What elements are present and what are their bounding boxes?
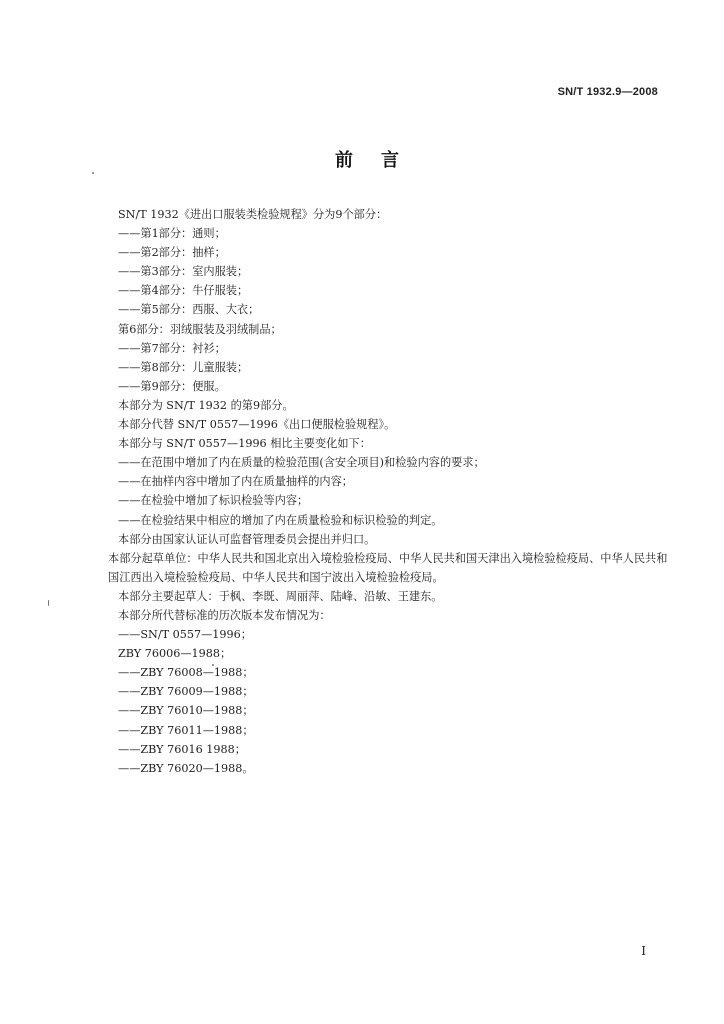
part-list-item: ——第5部分：西服、大衣；: [118, 303, 260, 317]
change-item: ——在检验结果中相应的增加了内在质量检验和标识检验的判定。: [118, 513, 443, 527]
history-item: ——ZBY 76011—1988；: [118, 723, 254, 737]
replacement-statement: 本部分代替 SN/T 0557—1996《出口便服检验规程》。: [118, 418, 396, 432]
history-item: ——ZBY 76016 1988；: [118, 742, 246, 756]
change-item: ——在检验中增加了标识检验等内容；: [118, 494, 309, 508]
change-item: ——在抽样内容中增加了内在质量抽样的内容；: [118, 475, 353, 489]
part-list-item: ——第7部分：衬衫；: [118, 341, 226, 355]
proposer-statement: 本部分由国家认证认可监督管理委员会提出并归口。: [118, 532, 376, 546]
history-intro: 本部分所代替标准的历次版本发布情况为：: [118, 608, 331, 622]
drafters: 本部分主要起草人：于枫、李既、周丽萍、陆峰、沿敏、王建东。: [118, 589, 443, 603]
standard-code: SN/T 1932.9—2008: [557, 86, 658, 98]
part-list-item: ——第2部分：抽样；: [118, 246, 226, 260]
page-title: 前言: [335, 150, 427, 171]
scope-statement: 本部分为 SN/T 1932 的第9部分。: [118, 398, 294, 412]
change-item: ——在范围中增加了内在质量的检验范围(含安全项目)和检验内容的要求；: [118, 456, 485, 470]
history-item: ——ZBY 76008—1988；: [118, 666, 254, 680]
scan-speck: [212, 664, 214, 666]
page-number: I: [641, 944, 646, 958]
changes-intro: 本部分与 SN/T 0557—1996 相比主要变化如下：: [118, 437, 371, 451]
scan-speck: [92, 172, 94, 174]
foreword-body: [108, 205, 678, 778]
part-list-item: 第6部分：羽绒服装及羽绒制品；: [118, 322, 282, 336]
part-list-item: ——第8部分：儿童服装；: [118, 360, 249, 374]
part-list-item: ——第4部分：牛仔服装；: [118, 284, 249, 298]
history-item: ——ZBY 76009—1988；: [118, 685, 254, 699]
history-item: ZBY 76006—1988；: [118, 647, 232, 661]
part-list-item: ——第3部分：室内服装；: [118, 265, 249, 279]
history-item: ——ZBY 76010—1988；: [118, 704, 254, 718]
scan-speck: [48, 600, 49, 606]
part-list-item: ——第9部分：便服。: [118, 379, 226, 393]
history-item: ——ZBY 76020—1988。: [118, 761, 254, 775]
part-list-item: ——第1部分：通则；: [118, 227, 226, 241]
drafting-units: 本部分起草单位：中华人民共和国北京出入境检验检疫局、中华人民共和国天津出入境检验检疫局、中华人民共和国江西出入境检验检疫局、中华人民共和国宁波出入境检验检疫局。: [108, 551, 668, 584]
history-item: ——SN/T 0557—1996；: [118, 628, 252, 642]
intro-paragraph: SN/T 1932《进出口服装类检验规程》分为9个部分：: [118, 208, 388, 221]
